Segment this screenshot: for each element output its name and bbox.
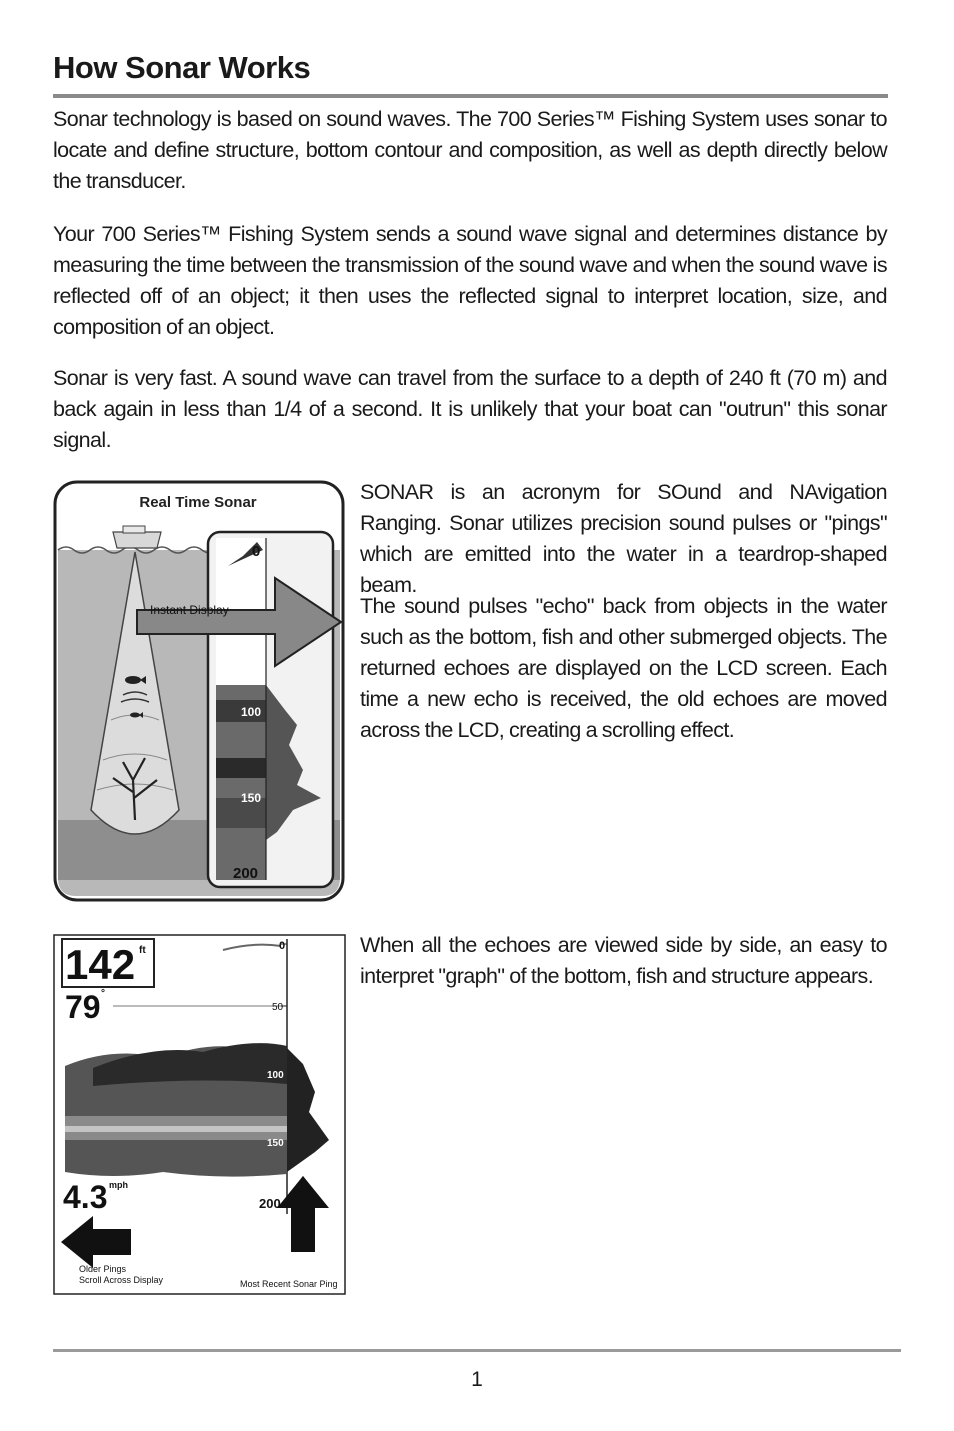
speed-unit: mph [109,1180,128,1190]
temperature-readout: 79 [65,989,101,1025]
scale-label-100: 100 [267,1070,284,1081]
scale-label-50: 50 [272,1002,284,1013]
page-title: How Sonar Works [53,50,311,85]
paragraph-graph: When all the echoes are viewed side by side, an easy to interpret "graph" of the bottom, fish and structure appears. [360,933,887,988]
depth-unit: ft [139,945,146,956]
paragraph-sonar-technology: Sonar technology is based on sound waves. The 700 Series™ Fishing System uses sonar to locate and define structure, bottom contour and composition, as well as depth directly below the transducer. [53,107,887,193]
depth-label-200: 200 [233,865,259,882]
depth-readout: 142 [65,941,136,988]
sonar-graph-figure [53,934,346,1295]
instant-display-label: Instant Display [150,603,229,617]
scale-label-200: 200 [259,1196,281,1211]
footer-divider [53,1349,901,1352]
speed-readout: 4.3 [63,1179,108,1215]
title-divider [53,94,888,98]
page-number: 1 [471,1368,483,1391]
depth-label-100: 100 [241,705,262,719]
scale-label-150: 150 [267,1138,284,1149]
scale-label-0: 0 [279,940,286,952]
most-recent-ping-caption: Most Recent Sonar Ping [240,1279,338,1289]
temperature-unit: ° [101,988,105,999]
figure-title: Real Time Sonar [139,494,257,511]
paragraph-sonar-acronym: SONAR is an acronym for SOund and NAvigation Ranging. Sonar utilizes precision sound pulses or "pings" which are emitted into the water in a teardrop-shaped beam. [360,480,887,597]
paragraph-echo: The sound pulses "echo" back from objects in the water such as the bottom, fish and other submerged objects. The returned echoes are displayed on the LCD screen. Each time a new echo is received, the old echoes are moved across the LCD, creating a scrolling effect. [360,594,887,742]
paragraph-sonar-speed: Sonar is very fast. A sound wave can travel from the surface to a depth of 240 ft (70 m) and back again in less than 1/4 of a second. It is unlikely that your boat can "outrun" this sonar signal. [53,366,887,452]
depth-label-0: 0 [252,543,261,560]
older-pings-caption-line2: Scroll Across Display [79,1275,164,1285]
real-time-sonar-figure [53,480,345,902]
older-pings-caption-line1: Older Pings [79,1264,127,1274]
depth-label-150: 150 [241,791,262,805]
paragraph-distance-measurement: Your 700 Series™ Fishing System sends a sound wave signal and determines distance by measuring the time between the transmission of the sound wave and when the sound wave is reflected off of an object; it then uses the reflected signal to interpret location, size, and composition of an object. [53,222,887,339]
